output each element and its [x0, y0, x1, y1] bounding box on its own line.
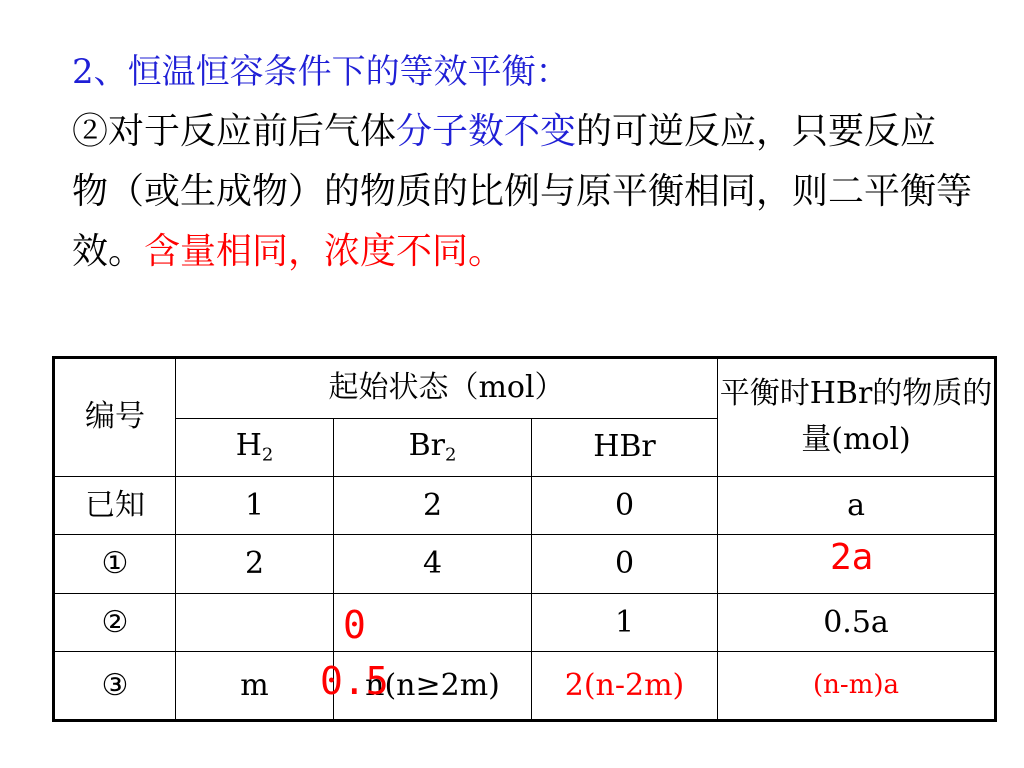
row-1-br2: 4	[334, 535, 532, 593]
row-3-br2: n(n≥2m)	[334, 652, 532, 721]
table-row	[54, 476, 996, 534]
row-known-result: a	[718, 476, 996, 534]
row-known-hbr: 0	[532, 476, 718, 534]
paragraph-part-1: ②对于反应前后气体	[72, 111, 397, 152]
answer-row1-result: 2a	[830, 537, 874, 578]
table-header-row	[54, 358, 996, 419]
row-known-h2: 1	[176, 476, 334, 534]
row-3-hbr: 2(n-2m)	[532, 652, 718, 721]
row-2-result: 0.5a	[718, 593, 996, 651]
header-h2-text: H	[235, 428, 262, 464]
answer-row2-h2: 0.5	[320, 659, 389, 703]
section-heading: 2、恒温恒容条件下的等效平衡：	[72, 52, 570, 92]
header-hbr: HBr	[532, 418, 718, 476]
row-1-h2: 2	[176, 535, 334, 593]
answer-row2-br2: 0	[343, 603, 366, 647]
header-h2-sub: 2	[261, 444, 274, 466]
table-row	[54, 593, 996, 651]
header-h2	[176, 418, 334, 476]
row-2-h2	[176, 593, 334, 651]
row-1-id: ①	[54, 535, 176, 593]
row-2-hbr: 1	[532, 593, 718, 651]
conclusion-text: 含量相同，浓度不同。	[144, 231, 505, 272]
header-br2	[334, 418, 532, 476]
paragraph-part-2: 的可逆反应，只要反应物（或生成物）的物质的比例与原平衡相同，则二平衡等效。	[72, 111, 973, 272]
row-1-hbr: 0	[532, 535, 718, 593]
row-3-id: ③	[54, 652, 176, 721]
row-known-br2: 2	[334, 476, 532, 534]
explanation-paragraph	[72, 102, 972, 282]
row-3-h2: m	[176, 652, 334, 721]
header-id: 编号	[54, 358, 176, 477]
highlight-molecule-count: 分子数不变	[396, 111, 577, 152]
header-br2-sub: 2	[444, 444, 457, 466]
table-row	[54, 652, 996, 721]
header-equilibrium-hbr: 平衡时HBr的物质的量(mol)	[718, 358, 996, 477]
header-initial-state: 起始状态（mol）	[176, 358, 718, 419]
row-2-id: ②	[54, 593, 176, 651]
row-known-id: 已知	[54, 476, 176, 534]
header-br2-text: Br	[408, 428, 445, 464]
row-3-result: (n-m)a	[718, 652, 996, 721]
